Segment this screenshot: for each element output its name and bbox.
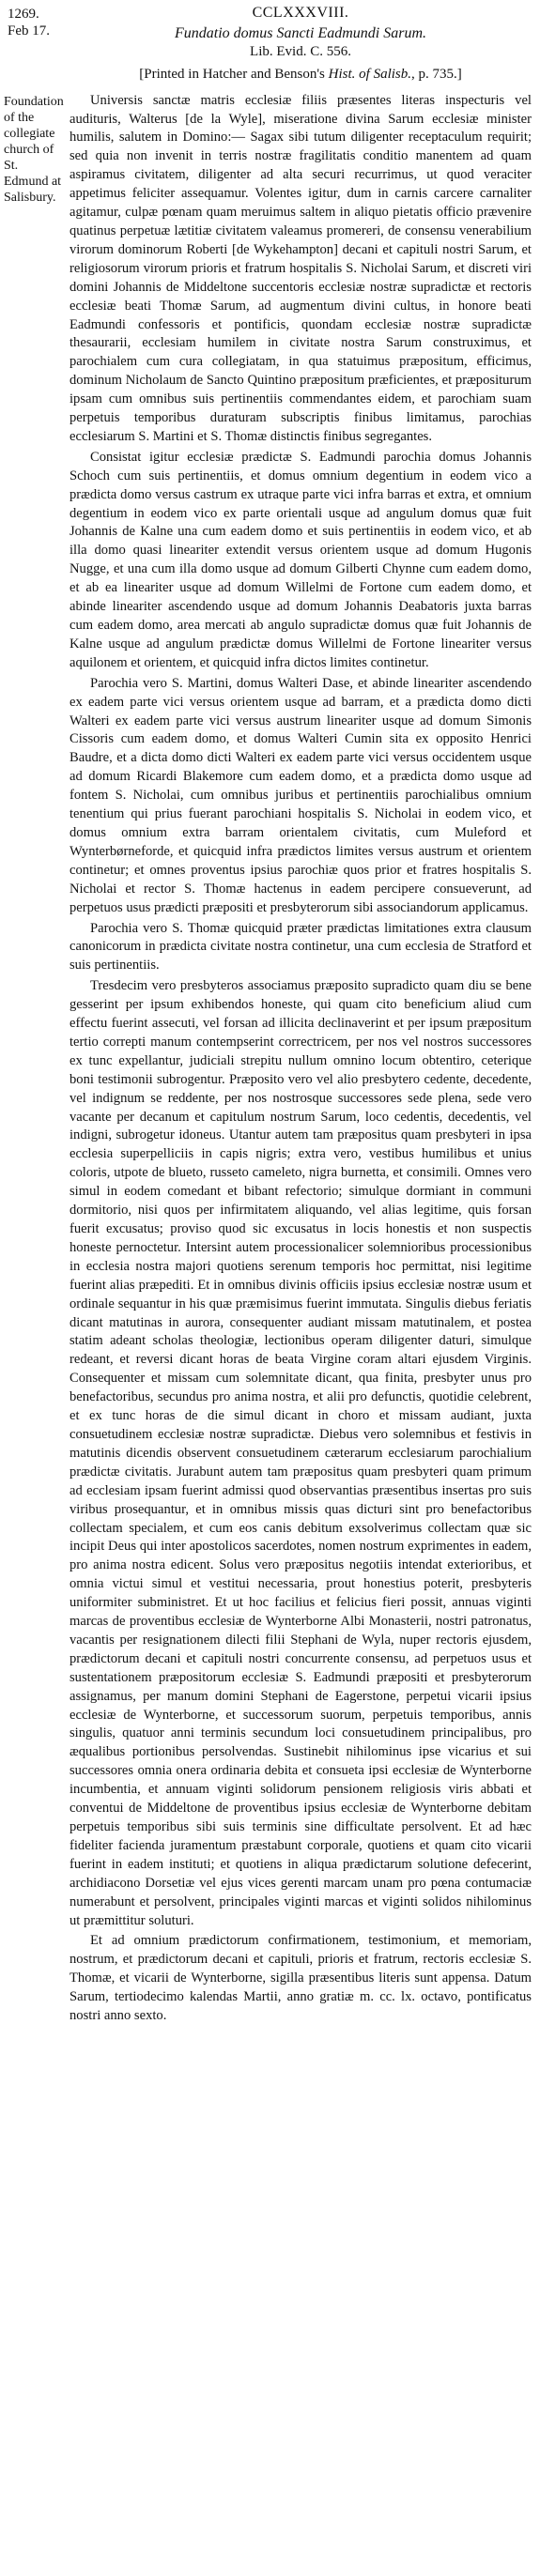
printed-prefix: [Printed in Hatcher and Benson's bbox=[139, 66, 329, 82]
charter-title: Fundatio domus Sancti Eadmundi Sarum. bbox=[175, 24, 426, 41]
charter-reference: Lib. Evid. C. 556. bbox=[250, 43, 351, 59]
paragraph: Parochia vero S. Martini, domus Walteri Dase, et abinde lineariter ascendendo ex eadem parte vici versus orientem usque ad barram, et a prædicta domo dicti Walteri ex eadem parte vici versus austrum lineariter usque ad domum Simonis Cissoris cum eadem domo, et domus Walteri Cumin sita ex opposito Henrici Baudre, et a dicta domo dicti Walteri ex eadem parte vici versus occidentem usque ad domum Ricardi Blakemore cum eadem domo, et a prædicta domo usque ad fontem S. Nicholai, cum omnibus juribus et pertinentiis parochialibus omnium tenentium qui prius fuerant parochiani hospitalis S. Nicholai in eodem vico, et domus omnium extra barram orientalem civitatis, cum Muleford et Wynterbørneforde, et quicquid infra prædictos limites versus austrum et orientem continetur; et omnes proventus ipsius parochiæ quos prior et fratres hospitalis S. Nicholai et rector S. Thomæ hactenus in eadem percipere consueverunt, ad perpetuos usus prædicti præpositi et presbyterorum sibi associandorum applicamus. bbox=[69, 675, 532, 915]
charter-number: CCLXXXVIII. bbox=[252, 5, 349, 21]
main-text bbox=[69, 4, 532, 2026]
margin-note: Foundation of the collegiate church of St. Edmund at Salisbury. bbox=[4, 95, 64, 205]
margin-date: Feb 17. bbox=[8, 23, 50, 38]
paragraph: Consistat igitur ecclesiæ prædictæ S. Eadmundi parochia domus Johannis Schoch cum suis pertinentiis, et domus omnium degentium in eodem vico a prædicta domo versus castrum ex utraque parte vici infra barras et extra, et omnium degentium in eodem vico ex parte orientali usque ad angulum domus quæ fuit Johannis de Kalne una cum eadem domo et suis pertinentiis in eodem vico, et ab illa domo quasi lineariter extendit versus orientem usque ad domum Hugonis Nugge, et una cum illa domo usque ad domum Gilberti Chynne cum eadem domo, et ab ea lineariter usque ad domum Willelmi de Fortone cum eadem domo, et abinde lineariter ascendendo usque ad domum Johannis Deabatoris juxta barras cum eadem domo, area mercati ab angulo supradictæ domus quæ fuit Johannis de Kalne usque ad angulum prædictæ domus Willelmi de Fortone lineariter versus aquilonem et orientem, et quicquid infra dictos limites continetur. bbox=[69, 449, 532, 670]
margin-date-block bbox=[8, 6, 64, 39]
paragraph: Universis sanctæ matris ecclesiæ filiis præsentes literas inspecturis vel audituris, Walterus [de la Wyle], miseratione divina Sarum ecclesiæ minister humilis, salutem in Domino:— Sagax sibi tutum diligenter receptaculum requirit; sed quia non invenit in terris nostræ fragilitatis conditio manentem ad quam aspiramus civitatem, diligenter ad alta securi recurrimus, ut quod veraciter appetimus feliciter assequamur. Volentes igitur, dum in carnis carcere carnaliter agitamur, culpæ pœnam quam meruimus saltem in aliquo pietatis officio prævenire quatinus perpetuæ lætitiæ civitatem valeamus promereri, de consensu venerabilium virorum dominorum Roberti [de Wykehampton] decani et capituli nostri Sarum, et religiosorum virorum prioris et fratrum hospitalis S. Nicholai Sarum, et discreti viri domini Johannis de Middeltone succentoris ecclesiæ nostræ supradictæ et rectoris ecclesiæ beati Thomæ Sarum, ad augmentum divini cultus, in honore beati Eadmundi confessoris et pontificis, quondam ecclesiæ nostræ supradictæ thesaurarii, ecclesiam humilem in civitate nostra Sarum construximus, et parochialem cum cura collegiatam, in qua statuimus præpositum, efficimus, dominum Nicholaum de Sancto Quintino præpositum præficientes, et præpositurum ipsam cum omnibus suis pertinentiis commendantes eidem, et parochiam suam perpetuis temporibus duraturam subscriptis finibus limitamus, parochias ecclesiarum S. Martini et S. Thomæ distinctis finibus segregantes. bbox=[69, 92, 532, 444]
paragraph: Parochia vero S. Thomæ quicquid præter prædictas limitationes extra clausum canonicorum in prædicta civitate nostra continetur, una cum ecclesia de Stratford et suis pertinentiis. bbox=[69, 920, 532, 974]
printed-suffix: , p. 735.] bbox=[411, 66, 462, 82]
margin-year: 1269. bbox=[8, 7, 39, 22]
printed-note bbox=[69, 66, 532, 84]
paragraph: Tresdecim vero presbyteros associamus præposito supradicto quam diu se bene gesserint per ipsum exhibendos honeste, qui quam cito beneficium aliud cum effectu fuerint assecuti, vel forsan ad illicita declinaverint et per ipsum præpositum tertio correpti manum contempserint correctricem, per nos vel nostros successores ex tunc expellantur, judiciali strepitu nullum omnino locum obtentiro, ceterique boni testimonii subrogentur. Præposito vero vel alio presbytero cedente, decedente, vel indignum se reddente, per nos nostrosque successores sede plena, sede vero vacante per decanum et capitulum nostrum Sarum, loco cedentis, decedentis, vel indigni, subrogetur idoneus. Utantur autem tam præpositus quam presbyteri in ipsa ecclesia superpelliciis in capis nigris; extra vero, vestibus humilibus et unius coloris, utpote de blueto, russeto cameleto, nigra burnetta, et consimili. Omnes vero simul in eodem comedant et bibant refectorio; simulque dormiant in communi dormitorio, nisi quos per infirmitatem aliquando, vel alias legitime, quis forsan fuerit excusatus; proviso quod sic excusatus in locis honestis et non suspectis honeste pernoctetur. Intersint autem processionalicer solemnioribus processionibus in ecclesia nostra majori quotiens serenum temporis hoc permittat, nisi legitime fuerint alias præpediti. Et in omnibus divinis officiis ipsius ecclesiæ nostræ usum et ordinale sequantur in his quæ præmisimus fuerint immutata. Singulis diebus feriatis dicant matutinas in aurora, consequenter audiant missam matutinalem, et postea statim adeant scholas theologiæ, lectionibus operam diligenter daturi, simulque redeant, et reversi dicant horas de beata Virgine coram altari ejusdem Virginis. Consequenter et missam cum solemnitate dicant, qua finita, presbyter unus pro benefactoribus, secundus pro anima nostra, et alii pro defunctis, quotidie celebrent, et ex tunc horas de die simul dicant in choro et missam audiant, juxta consuetudinem ecclesiæ nostræ supradictæ. Diebus vero solemnibus et festivis in matutinis dicendis observent consuetudinem cæterarum ecclesiarum parochialium prædictæ civitatis. Jurabunt autem tam præpositus quam presbyteri quam primum ad ecclesiam ipsam fuerint admissi quod observantias præsentibus insertas pro suis viribus prosequantur, et in omnibus missis quas dicturi sint pro benefactoribus collectam specialem, et cum eos canis debitum exsolverimus collectam quæ sic incipit Deus qui inter apostolicos sacerdotes, nomen nostrum exprimentes in eadem, pro anima nostra edicent. Solus vero præpositus negotiis intendat exterioribus, et omnia victui simul et vestitui necessaria, prout honestius poterit, presbyteris uniformiter subministret. Et ut hoc facilius et felicius fieri possit, annuas viginti marcas de proventibus ecclesiæ de Wynterborne Albi Monasterii, nostri patronatus, vacantis per resignationem dilecti filii Stephani de Wyla, nuper rectoris ejusdem, prædictorum decani et capituli nostri concurrente consensu, ad perpetuos usus et sustentationem præpositorum ecclesiæ S. Eadmundi præpositi et presbyterorum assignamus, per manum domini Stephani de Eagerstone, perpetui vicarii ipsius ecclesiæ de Wynterborne, et successorum suorum, perpetuis temporibus, annis singulis, quatuor anni terminis secundum loci consuetudinem principalibus, pro æqualibus portionibus persolvendas. Sustinebit nihilominus ipse vicarius et sui successores omnia onera ordinaria debita et consueta ipsi ecclesiæ de Wynterborne incumbentia, et annuam viginti solidorum pensionem religiosis viris abbati et conventui de Middeltone de proventibus ipsius ecclesiæ de Wynterborne debitam perpetuis temporibus sibi suis terminis sine difficultate persolvent. Et ad hæc fideliter facienda juramentum præstabunt corporale, quotiens et quam cito vicarii fuerint in eadem instituti; et quotiens in aliqua prædictarum solutione defecerint, archidiacono Dorsetiæ vel ejus vices gerenti marcam unam pro pœna contumaciæ numerabunt et persolvent, principales viginti marcas et viginti solidos nihilominus ut præmittitur soluturi. bbox=[69, 978, 532, 1928]
paragraph: Et ad omnium prædictorum confirmationem, testimonium, et memoriam, nostrum, et prædictorum decani et capituli, prioris et fratrum, rectoris ecclesiæ S. Thomæ, et vicarii de Wynterborne, sigilla præsentibus literis sunt appensa. Datum Sarum, tertiodecimo kalendas Martii, anno gratiæ m. cc. lx. octavo, pontificatus nostri anno sexto. bbox=[69, 1933, 532, 2024]
printed-title: Hist. of Salisb. bbox=[328, 66, 412, 82]
